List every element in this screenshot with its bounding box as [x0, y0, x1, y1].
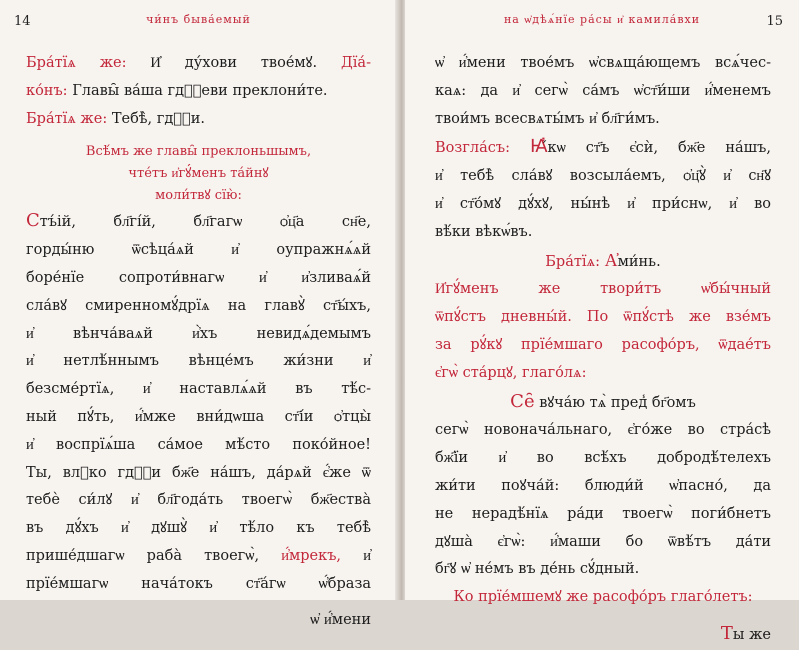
body-text: твои́мъ всесвѧты́мъ и҆ бл҃ги́мъ.	[435, 110, 660, 127]
text-line	[26, 293, 371, 321]
body-text: не нерадѣ́нїѧ ра́ди твоегѡ̀ поги́бнетъ	[435, 505, 771, 522]
body-text: Главы̑ ва́ша гдⷭ҇еви преклони́те.	[72, 82, 328, 99]
body-text: ѡ҆ и҆́мени твое́мъ ѡ҆свѧща́ющемъ всѧ́чес-	[435, 55, 771, 71]
text-line	[26, 460, 371, 488]
body-text: Ты, влⷣко гдⷭ҇и бж҃е на́шъ, да́рѧй є҆́же ѿ	[26, 464, 371, 481]
text-line	[435, 360, 771, 388]
line-spacer	[26, 133, 371, 141]
rubric-text: Возгла́съ:	[435, 140, 530, 157]
body-text: прїе́мшагѡ нача́токъ ст҃а́гѡ ѡ҆́браза	[26, 575, 371, 592]
text-line	[435, 445, 771, 473]
body-text: и҆	[341, 547, 371, 564]
body-text: бг҃ꙋ ѡ҆ не́мъ въ де́нь сꙋ́дный.	[435, 561, 640, 578]
text-line	[26, 348, 371, 376]
text-line	[26, 207, 371, 237]
body-text: жи́ти поꙋча́й: блюди́й ѡ҆пасно́, да	[435, 477, 771, 494]
body-text: и҆ тебѣ̀ сла́вꙋ возсыла́емъ, ѻ҆ц҃ꙋ̀ и҆ сн҃ꙋ	[435, 168, 771, 185]
body-text: боре́нїе сопроти́внагѡ и҆ и҆зливаѧ́й	[26, 269, 371, 286]
body-text: ѡ҆ и҆́мени	[310, 611, 371, 628]
body-text: прише́дшагѡ раба̀ твоегѡ̀,	[26, 547, 282, 564]
text-line	[26, 141, 371, 163]
body-text: и҆ нетлѣ́ннымъ вѣнце́мъ жи́зни и҆	[26, 353, 371, 370]
rubric-text: С	[26, 210, 40, 232]
text-line	[26, 265, 371, 293]
body-text: сегѡ̀ новонача́льнаго, є҆го́же во стра́сѣ	[435, 422, 771, 439]
rubric-text: И҆гꙋ́менъ же твори́тъ ѡ҆бы́чный	[435, 281, 771, 298]
body-text: безсме́ртїѧ, и҆ наставлѧ́ѧй въ тѣ́с-	[26, 381, 371, 398]
text-line	[26, 404, 371, 432]
rubric-text: ѿпꙋ́стъ дневны́й. По ѿпꙋ́стѣ же взе́мъ	[435, 309, 771, 326]
text-line	[26, 432, 371, 460]
body-text: ный пꙋ́ть, и҆́мже вни́дѡша ст҃і́и ѻ҆тцы̀	[26, 408, 371, 425]
rubric-text: є҆гѡ̀ ста́рцꙋ, глаго́лѧ:	[435, 364, 587, 381]
text-line	[435, 219, 771, 247]
rubric-text: и҆́мрекъ,	[281, 547, 342, 564]
text-line	[26, 376, 371, 404]
text-line	[435, 106, 771, 134]
running-head: чи́нъ быва́емый	[146, 13, 251, 26]
line-spacer	[435, 612, 771, 620]
text-line	[435, 304, 771, 332]
body-text: сла́вꙋ смиренномꙋ́дрїѧ на главꙋ̀ ст҃ы́хъ,	[26, 297, 371, 314]
rubric-text: Т	[720, 622, 733, 644]
running-head: на ѡ҆дѣѧ́нїе ра́сы и҆ камила́вхи	[503, 13, 701, 26]
body-text: тъ́ій, бл҃гі́й, бл҃гагѡ ѻ҆ц҃а сн҃е,	[39, 214, 371, 231]
page-number: 14	[14, 14, 31, 29]
body-text: ы же	[732, 626, 771, 643]
rubric-text: Се̑	[510, 390, 535, 412]
body-text: въ дꙋ́хъ и҆ дꙋшꙋ̀ и҆ тѣ́ло къ тебѣ̀	[26, 520, 371, 537]
body-text: и҆ вѣнча́ваѧй и҆̀хъ невидѧ́демымъ	[26, 325, 371, 342]
body-text: И҆ ду́хови твое́мꙋ.	[150, 55, 341, 71]
rubric-text: моли́твꙋ сїю̀:	[155, 188, 242, 204]
text-line	[435, 191, 771, 219]
rubric-text: Бра́тїѧ:	[545, 253, 605, 270]
body-text: и҆ ст҃о́мꙋ дꙋ́хꙋ, ны́нѣ и҆ при́снѡ, и҆ во	[435, 195, 771, 212]
rubric-text: за рꙋ́кꙋ прїе́мшаго расофо́ръ, ѿдае́тъ	[435, 336, 771, 353]
page-text	[435, 50, 771, 650]
text-line	[26, 321, 371, 349]
page-text	[26, 50, 371, 634]
body-text: Тебѣ̀, гдⷭ҇и.	[111, 110, 205, 127]
text-line	[435, 332, 771, 360]
text-line	[435, 417, 771, 445]
text-line	[435, 529, 771, 557]
text-line	[26, 543, 371, 571]
rubric-text: Всѣ́мъ же главы̑ преклоньшымъ,	[85, 144, 312, 160]
body-text: вꙋча́ю тѧ̀ пред̾ бг҃омъ	[534, 394, 696, 411]
body-text: тебѐ си́лꙋ и҆ бл҃года́ть твоегѡ̀ бж҃ества̀	[26, 492, 371, 509]
rubric-text: чте́тъ и҆гꙋ́менъ та́йнꙋ	[128, 166, 269, 182]
text-line	[26, 487, 371, 515]
text-line	[435, 556, 771, 584]
text-line	[435, 50, 771, 78]
text-line	[435, 620, 771, 650]
right-page	[405, 0, 799, 644]
text-line	[435, 584, 771, 612]
text-line	[435, 501, 771, 529]
text-line	[435, 276, 771, 304]
body-text: дꙋша̀ є҆гѡ̀: и҆́маши бо ѿвѣ́тъ да́ти	[435, 533, 771, 550]
text-line	[26, 571, 371, 599]
body-text: и҆ воспрїѧ́ша са́мое мѣ́сто поко́йное!	[26, 436, 371, 453]
text-line	[26, 78, 371, 106]
rubric-text: Бра́тїѧ же:	[26, 110, 112, 127]
text-line	[435, 163, 771, 191]
rubric-text: ко́нъ:	[26, 82, 73, 99]
body-text: вѣ́ки вѣкѡ́въ.	[435, 223, 533, 240]
text-line	[435, 473, 771, 501]
rubric-text: Ко прїе́мшемꙋ же расофо́ръ глаго́летъ:	[453, 589, 753, 606]
left-page	[0, 0, 397, 628]
text-line	[26, 163, 371, 185]
text-line	[26, 237, 371, 265]
rubric-text: Дїа́-	[341, 55, 371, 71]
text-line	[435, 247, 771, 277]
text-line	[26, 607, 371, 635]
text-line	[435, 388, 771, 418]
body-text: ́кѡ ст҃ъ є҆сѝ, бж҃е на́шъ,	[547, 140, 771, 157]
rubric-text: Ꙗ҆	[529, 136, 548, 158]
body-text: каѧ: да и҆ сегѡ̀ са́мъ ѡ҆ст҃и́ши и҆́менемъ	[435, 82, 771, 99]
page-number: 15	[766, 14, 783, 29]
text-line	[26, 185, 371, 207]
rubric-text: Бра́тїѧ же:	[26, 55, 151, 71]
line-spacer	[26, 599, 371, 607]
text-line	[26, 50, 371, 78]
text-line	[26, 515, 371, 543]
body-text: ми́нь.	[617, 253, 661, 270]
rubric-text: А҆	[604, 249, 618, 271]
text-line	[435, 78, 771, 106]
body-text: горды́ню ѿсѣца́ѧй и҆ оупражнѧ́ѧй	[26, 242, 371, 259]
body-text: бж҃їи и҆ во всѣ́хъ добродѣ́телехъ	[435, 450, 771, 467]
text-line	[26, 106, 371, 134]
text-line	[435, 133, 771, 163]
